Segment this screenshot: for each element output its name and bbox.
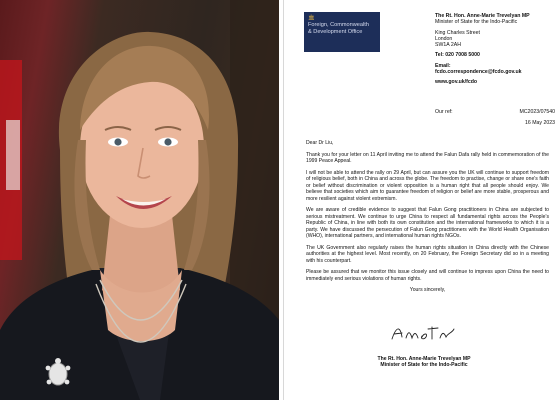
signatory-name: The Rt. Hon. Anne-Marie Trevelyan MP: [377, 356, 471, 362]
salutation: Dear Dr Liu,: [306, 140, 334, 146]
flag-white-stripe: [6, 120, 20, 190]
email-label: Email:: [435, 62, 451, 69]
crest-org-line1: Foreign, Commonwealth: [308, 22, 369, 29]
paragraph: Please be assured that we monitor this issue closely and will continue to impress upon China the need to immediately end serious violations of human rights.: [306, 269, 549, 282]
letter-date: 16 May 2023: [525, 119, 555, 126]
portrait-illustration: [0, 0, 279, 400]
crest-org-line2: & Development Office: [308, 28, 363, 35]
handwritten-signature: [388, 323, 458, 345]
paragraph: I will not be able to attend the rally on 29 April, but can assure you the UK will continue to support freedom of religious belief, both in China and across the globe. The freedom to practise, change or share one's faith or belief without discrimination or violent opposition is a human right that all people should enjoy. We believe that societies which aim to guarantee freedom of religion or belief are more stable, prosperous and more resilient against violent extremism.: [306, 169, 549, 202]
paragraph: The UK Government also regularly raises the human rights situation in China directly with the Chinese authorities at the highest level. Most recently, on 20 February, the Foreign Secretary did so in a meeting with his counterpart.: [306, 244, 549, 264]
address-line: King Charles Street: [435, 29, 480, 36]
sender-name: The Rt. Hon. Anne-Marie Trevelyan MP: [435, 13, 530, 19]
address-line: SW1A 2AH: [435, 42, 461, 49]
sender-role: Minister of State for the Indo-Pacific: [435, 19, 518, 26]
letter-body: [306, 140, 549, 299]
reference-block: [435, 109, 555, 126]
address-line: London: [435, 35, 453, 42]
sender-address-block: [435, 13, 559, 86]
closing: Yours sincerely,: [409, 287, 446, 294]
paragraph: Thank you for your letter on 11 April inviting me to attend the Falun Dafa rally held in commemoration of the 1999 Peace Appeal.: [306, 151, 549, 165]
royal-arms-icon: 🏛: [308, 15, 315, 21]
signature-block: [344, 356, 504, 369]
paragraph: We are aware of credible evidence to suggest that Falun Gong practitioners in China are subjected to serious mistreatment. We continue to urge China to respect all fundamental rights across the People's Republic of China, in line with both its own constitution and the international frameworks to which it is a party. We have discussed the persecution of Falun Gong practitioners with the World Health Organisation (WHO), international partners, and international human rights NGOs.: [306, 207, 549, 239]
signatory-role: Minister of State for the Indo-Pacific: [380, 362, 468, 369]
sender-telephone: Tel: 020 7008 5000: [435, 52, 480, 59]
letter-document: [283, 0, 560, 400]
left-iris: [114, 138, 121, 145]
reference-label: Our ref:: [435, 109, 453, 115]
reference-number: MC2023/07540: [519, 109, 555, 115]
sender-email: fcdo.correspondence@fcdo.gov.uk: [435, 69, 522, 76]
right-iris: [164, 138, 171, 145]
sender-website: www.gov.uk/fcdo: [435, 79, 478, 86]
fcdo-crest-logo: [304, 12, 380, 52]
portrait-photo: [0, 0, 279, 400]
